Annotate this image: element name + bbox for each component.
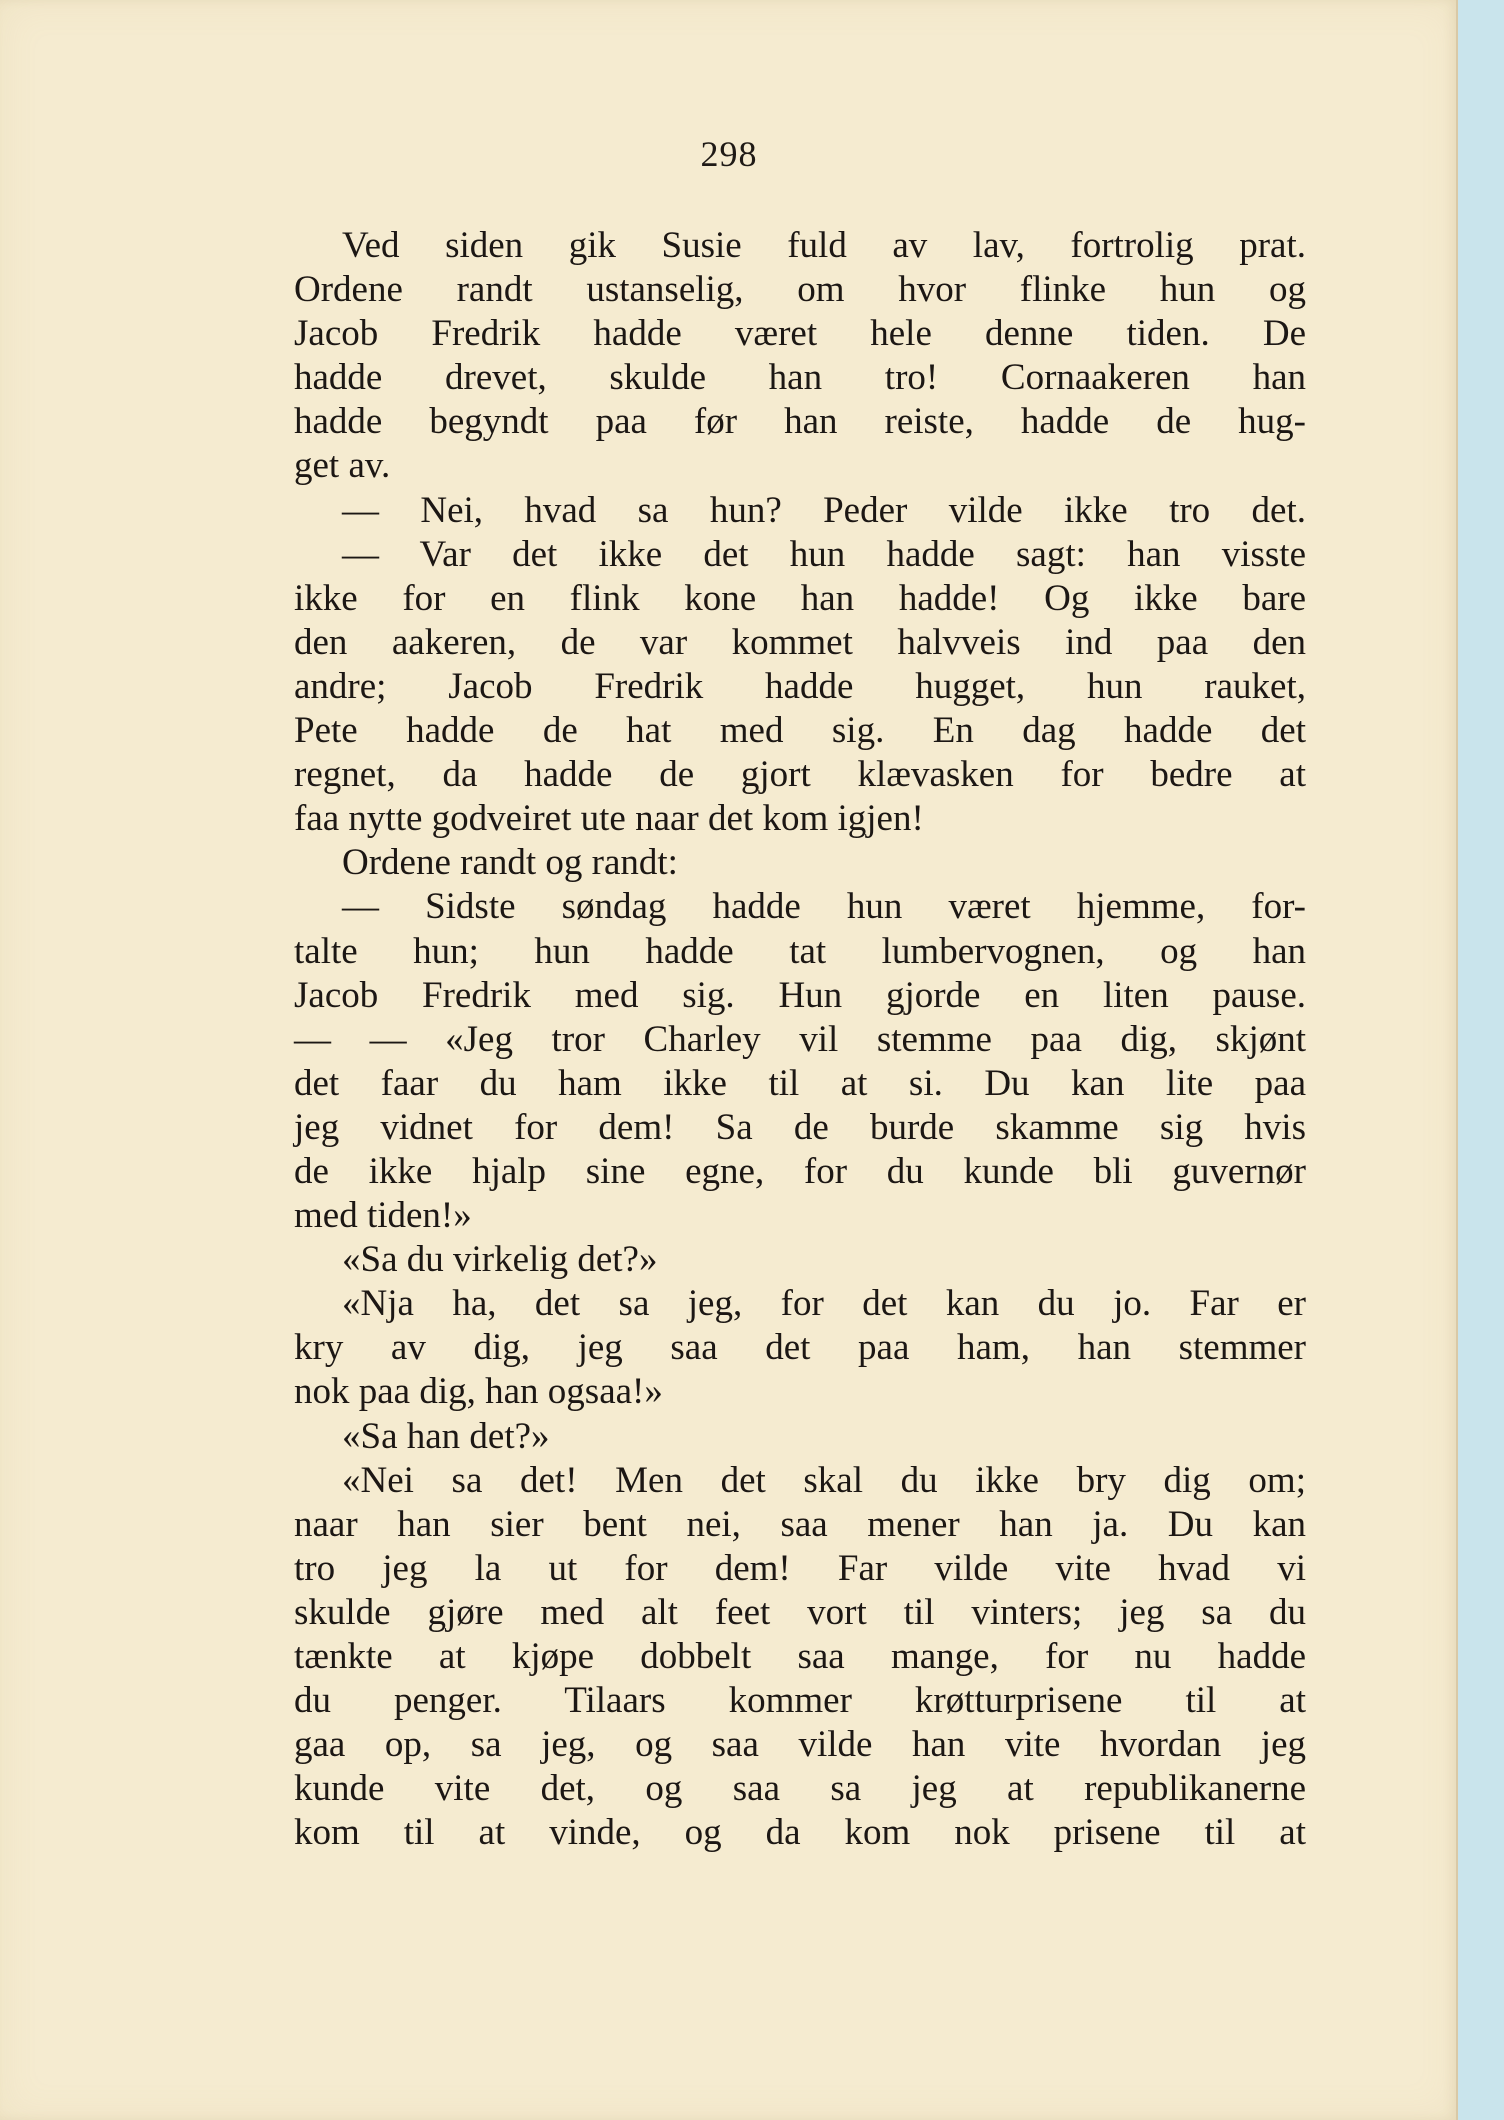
text-line: get av. — [294, 445, 391, 487]
text-line: ikke for en flink kone han hadde! Og ikke bare — [294, 577, 1306, 619]
text-line: tro jeg la ut for dem! Far vilde vite hvad vi — [294, 1547, 1306, 1589]
text-line: det faar du ham ikke til at si. Du kan lite paa — [294, 1062, 1306, 1104]
text-line: jeg vidnet for dem! Sa de burde skamme sig hvis — [294, 1106, 1306, 1148]
text-line: «Nja ha, det sa jeg, for det kan du jo. Far er — [342, 1283, 1306, 1325]
page-edge — [1456, 0, 1458, 2120]
text-line: skulde gjøre med alt feet vort til vinters; jeg sa du — [294, 1591, 1306, 1633]
text-line: «Sa han det?» — [342, 1415, 550, 1457]
text-line: kom til at vinde, og da kom nok prisene til at — [294, 1812, 1306, 1854]
text-line: faa nytte godveiret ute naar det kom igjen! — [294, 798, 924, 840]
text-line: «Sa du virkelig det?» — [342, 1239, 658, 1281]
text-line: Pete hadde de hat med sig. En dag hadde det — [294, 710, 1306, 752]
text-line: — Nei, hvad sa hun? Peder vilde ikke tro det. — [342, 489, 1306, 531]
text-line: Jacob Fredrik med sig. Hun gjorde en liten pause. — [294, 974, 1306, 1016]
text-line: Ved siden gik Susie fuld av lav, fortrolig prat. — [342, 225, 1306, 266]
page-number: 298 — [700, 134, 758, 174]
text-line: Ordene randt og randt: — [342, 842, 678, 884]
text-line: talte hun; hun hadde tat lumbervognen, og han — [294, 930, 1306, 972]
text-line: gaa op, sa jeg, og saa vilde han vite hvordan jeg — [294, 1724, 1306, 1766]
text-line: Jacob Fredrik hadde været hele denne tiden. De — [294, 313, 1306, 355]
text-line: nok paa dig, han ogsaa!» — [294, 1371, 663, 1413]
body-text — [294, 224, 1306, 1855]
text-line: den aakeren, de var kommet halvveis ind paa den — [294, 621, 1306, 663]
text-line: du penger. Tilaars kommer krøtturprisene til at — [294, 1680, 1306, 1722]
text-line: hadde drevet, skulde han tro! Cornaakeren han — [294, 357, 1306, 399]
text-line: regnet, da hadde de gjort klævasken for bedre at — [294, 754, 1306, 796]
text-line: kunde vite det, og saa sa jeg at republikanerne — [294, 1768, 1306, 1810]
text-line: med tiden!» — [294, 1195, 472, 1237]
text-line: andre; Jacob Fredrik hadde hugget, hun rauket, — [294, 665, 1306, 707]
text-line: kry av dig, jeg saa det paa ham, han stemmer — [294, 1327, 1306, 1369]
text-line: de ikke hjalp sine egne, for du kunde bli guvernør — [294, 1150, 1306, 1192]
text-line: tænkte at kjøpe dobbelt saa mange, for nu hadde — [294, 1636, 1306, 1677]
text-line: «Nei sa det! Men det skal du ikke bry dig om; — [342, 1459, 1306, 1501]
text-line: Ordene randt ustanselig, om hvor flinke hun og — [294, 269, 1306, 311]
text-line: — Sidste søndag hadde hun været hjemme, for- — [342, 886, 1306, 928]
text-line: — — «Jeg tror Charley vil stemme paa dig, skjønt — [294, 1018, 1306, 1060]
text-line: — Var det ikke det hun hadde sagt: han visste — [342, 533, 1306, 575]
text-line: hadde begyndt paa før han reiste, hadde de hug- — [294, 401, 1306, 443]
text-line: naar han sier bent nei, saa mener han ja. Du kan — [294, 1503, 1306, 1545]
